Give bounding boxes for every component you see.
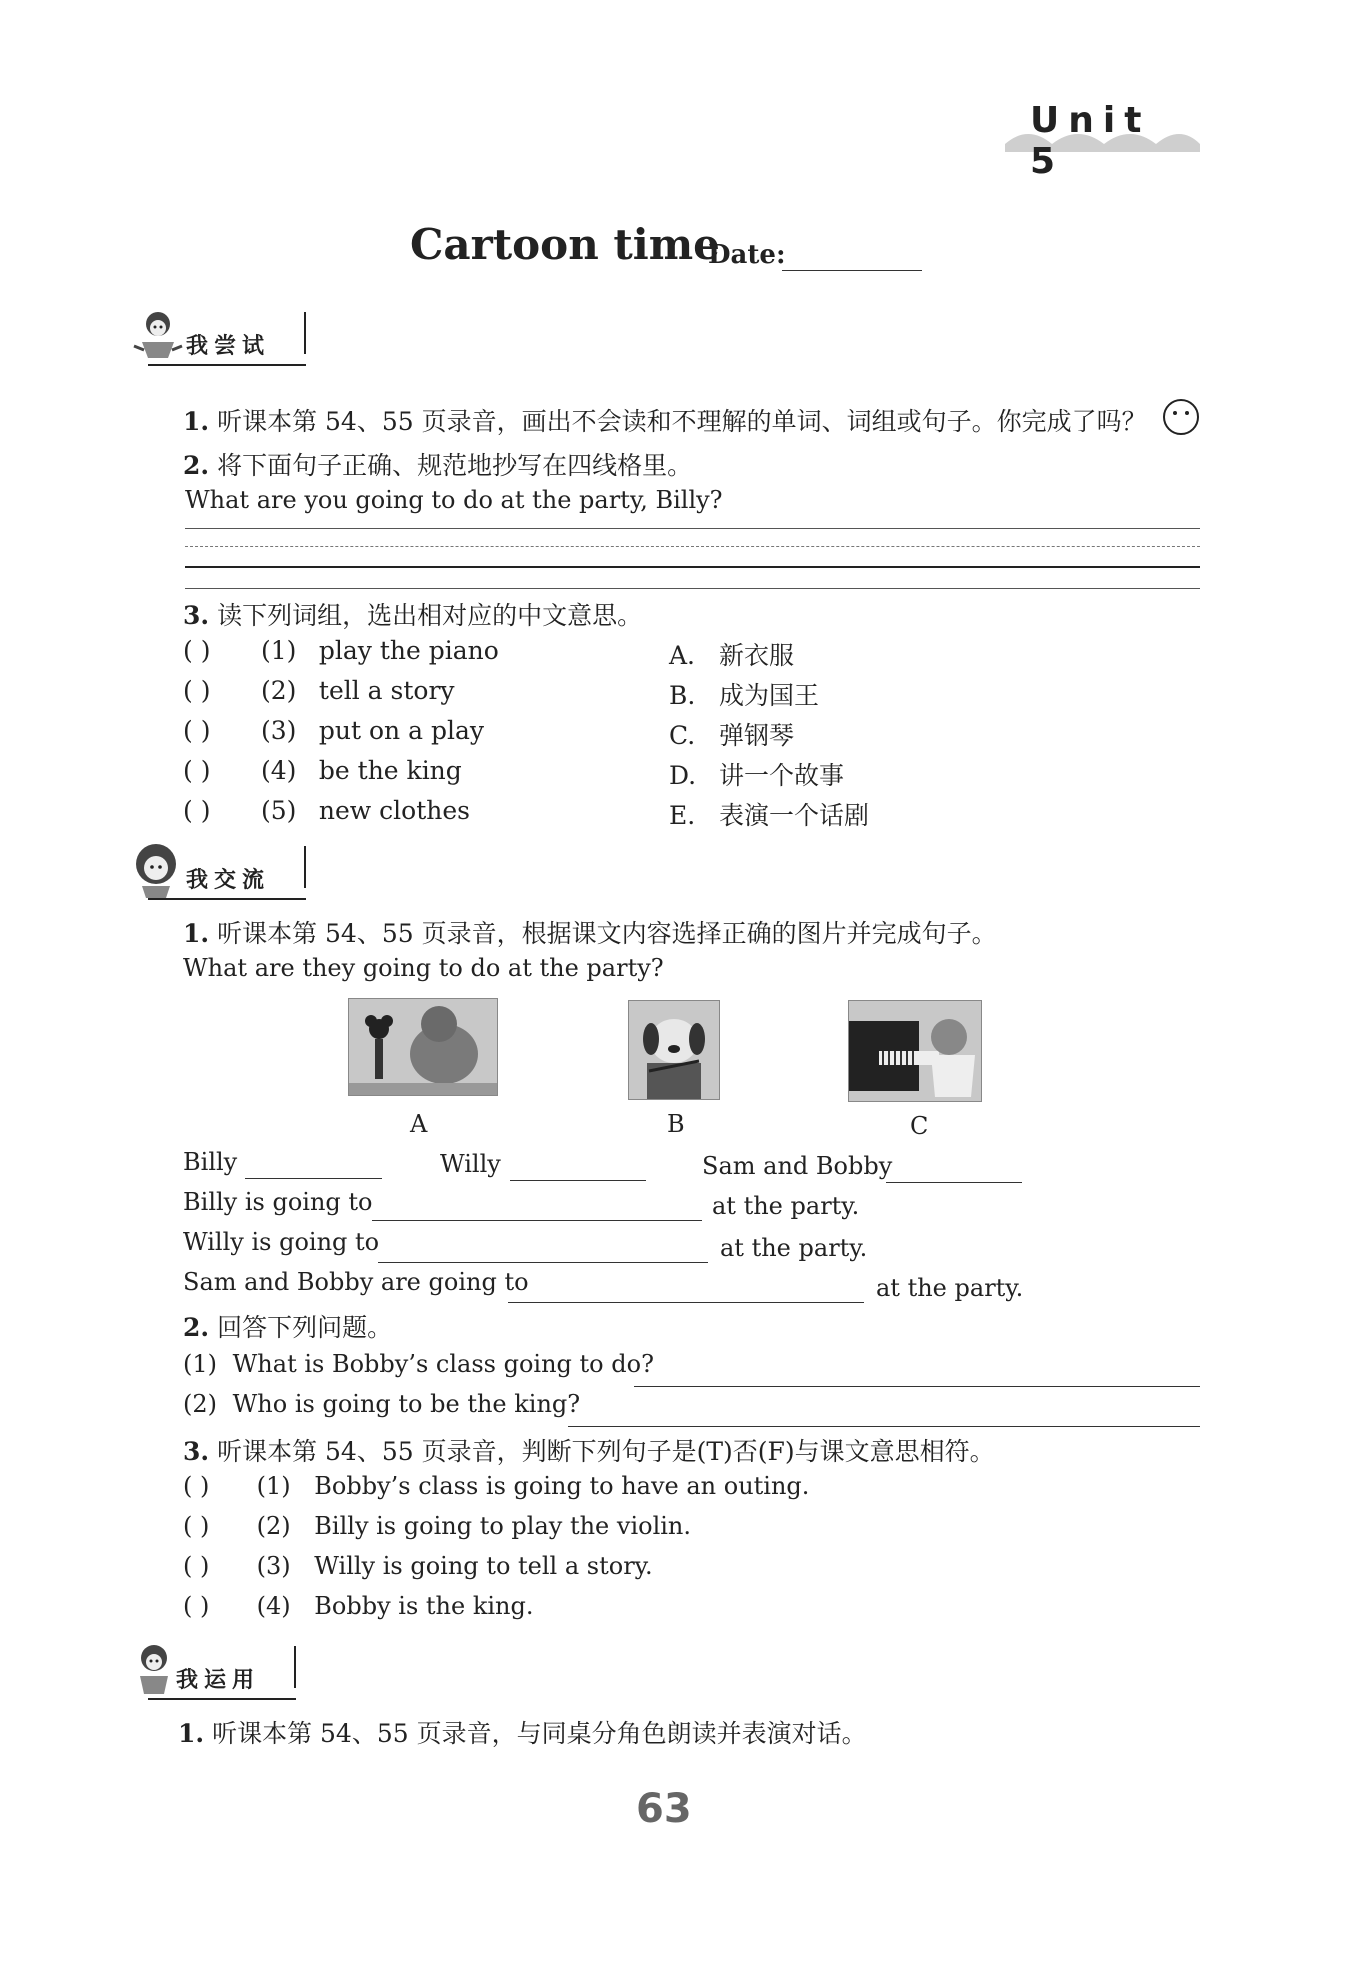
option-letter: B.: [669, 681, 696, 710]
try-q1: [183, 402, 1147, 438]
answer-line[interactable]: [634, 1386, 1200, 1387]
answer-bracket[interactable]: ( ): [183, 1512, 210, 1540]
option-letter: C.: [669, 721, 696, 750]
four-line-grid-line-1: [185, 528, 1200, 529]
question-text: 读下列词组，选出相对应的中文意思。: [217, 601, 643, 630]
model-sentence: What are you going to do at the party, Billy?: [185, 486, 723, 514]
item-statement: Billy is going to play the violin.: [314, 1512, 692, 1540]
item-question: Who is going to be the king?: [232, 1390, 581, 1418]
section-talk-header: [128, 840, 318, 900]
talk-q1-question: What are they going to do at the party?: [183, 954, 664, 982]
item-number: (1): [256, 1472, 291, 1500]
picture-answer-blank[interactable]: [510, 1180, 646, 1181]
cartoon-boy-icon: [128, 840, 186, 900]
picture-a-cat-dancing[interactable]: [348, 998, 498, 1096]
list-item: [183, 756, 462, 785]
list-option: [669, 716, 794, 752]
talk-q2-item-1: [183, 1350, 654, 1378]
name-sam-and-bobby: Sam and Bobby: [702, 1152, 893, 1180]
item-question: What is Bobby’s class going to do?: [232, 1350, 654, 1378]
talk-q1: [183, 914, 997, 950]
list-option: [669, 676, 819, 712]
section-underline: [148, 364, 306, 366]
question-number: 3.: [183, 601, 210, 630]
item-english: new clothes: [318, 796, 470, 825]
list-item: [183, 796, 470, 825]
talk-q2-item-2: [183, 1390, 580, 1418]
section-use-header: [128, 1640, 318, 1700]
item-number: (3): [260, 716, 297, 745]
picture-label-c: C: [910, 1112, 929, 1140]
cartoon-girl-icon: [128, 306, 186, 366]
judge-item: [183, 1592, 534, 1620]
sentence-end: at the party.: [720, 1234, 868, 1262]
option-chinese: 成为国王: [718, 681, 819, 710]
item-english: play the piano: [318, 636, 499, 665]
section-underline: [148, 1698, 296, 1700]
sentence-start: Billy is going to: [183, 1188, 373, 1216]
option-letter: D.: [669, 761, 697, 790]
date-blank[interactable]: [782, 270, 922, 271]
sentence-answer-blank[interactable]: [378, 1262, 708, 1263]
sentence-end: at the party.: [876, 1274, 1024, 1302]
picture-b-dog-violin[interactable]: [628, 1000, 720, 1100]
item-number: (4): [256, 1592, 291, 1620]
unit-banner: [1000, 100, 1205, 182]
date-label: Date:: [708, 240, 786, 270]
sentence-end: at the party.: [712, 1192, 860, 1220]
item-english: put on a play: [318, 716, 484, 745]
name-willy: Willy: [440, 1150, 501, 1178]
question-number: 1.: [178, 1719, 205, 1748]
question-number: 3.: [183, 1437, 210, 1466]
item-english: tell a story: [318, 676, 455, 705]
judge-item: [183, 1472, 809, 1500]
page-number: 63: [636, 1786, 692, 1832]
name-billy: Billy: [183, 1148, 238, 1176]
answer-line[interactable]: [568, 1426, 1200, 1427]
question-number: 2.: [183, 451, 210, 480]
list-item: [183, 716, 484, 745]
try-q3: [183, 596, 642, 632]
answer-bracket[interactable]: ( ): [183, 1552, 210, 1580]
list-item: [183, 676, 455, 705]
option-chinese: 讲一个故事: [718, 761, 844, 790]
question-text: 听课本第 54、55 页录音，判断下列句子是(T)否(F)与课文意思相符。: [217, 1437, 995, 1466]
question-number: 2.: [183, 1313, 210, 1342]
item-number: (5): [260, 796, 297, 825]
answer-bracket[interactable]: ( ): [183, 796, 211, 825]
answer-bracket[interactable]: ( ): [183, 1592, 210, 1620]
question-text: 回答下列问题。: [217, 1313, 393, 1342]
item-statement: Bobby’s class is going to have an outing.: [314, 1472, 810, 1500]
question-text: 听课本第 54、55 页录音，与同桌分角色朗读并表演对话。: [212, 1719, 867, 1748]
sentence-answer-blank[interactable]: [508, 1302, 864, 1303]
section-divider: [294, 1646, 296, 1688]
dog-illustration: [629, 1001, 719, 1099]
picture-c-bear-piano[interactable]: [848, 1000, 982, 1102]
talk-q3: [183, 1432, 995, 1468]
picture-answer-blank[interactable]: [886, 1182, 1022, 1183]
sentence-answer-blank[interactable]: [372, 1220, 702, 1221]
section-divider: [304, 846, 306, 888]
item-number: (2): [183, 1390, 217, 1418]
question-text: 将下面句子正确、规范地抄写在四线格里。: [217, 451, 693, 480]
question-text: 听课本第 54、55 页录音，画出不会读和不理解的单词、词组或句子。你完成了吗？: [217, 407, 1147, 436]
item-number: (1): [260, 636, 297, 665]
four-line-grid-line-4: [185, 588, 1200, 589]
option-letter: A.: [669, 641, 696, 670]
option-chinese: 弹钢琴: [718, 721, 794, 750]
option-letter: E.: [669, 801, 696, 830]
use-q1: [178, 1714, 867, 1750]
picture-label-a: A: [410, 1110, 428, 1138]
smiley-face-icon[interactable]: [1162, 398, 1200, 436]
list-option: [669, 636, 794, 672]
section-divider: [304, 312, 306, 354]
answer-bracket[interactable]: ( ): [183, 676, 211, 705]
answer-bracket[interactable]: ( ): [183, 1472, 210, 1500]
list-option: [669, 756, 844, 792]
item-number: (2): [260, 676, 297, 705]
list-option: [669, 796, 869, 832]
item-statement: Bobby is the king.: [314, 1592, 534, 1620]
judge-item: [183, 1512, 691, 1540]
section-talk-label: 我交流: [186, 868, 271, 893]
option-chinese: 表演一个话剧: [718, 801, 869, 830]
picture-answer-blank[interactable]: [245, 1178, 382, 1179]
item-number: (3): [256, 1552, 291, 1580]
section-use-label: 我运用: [176, 1668, 261, 1693]
answer-bracket[interactable]: ( ): [183, 716, 211, 745]
section-try-label: 我尝试: [186, 334, 271, 359]
cartoon-girl-icon: [128, 1640, 180, 1700]
item-number: (1): [183, 1350, 217, 1378]
sentence-start: Sam and Bobby are going to: [183, 1268, 529, 1296]
answer-bracket[interactable]: ( ): [183, 756, 211, 785]
sentence-start: Willy is going to: [183, 1228, 380, 1256]
cat-illustration: [349, 999, 497, 1095]
list-item: [183, 636, 499, 665]
judge-item: [183, 1552, 653, 1580]
option-chinese: 新衣服: [718, 641, 794, 670]
question-number: 1.: [183, 919, 210, 948]
section-try-header: [128, 306, 318, 366]
item-statement: Willy is going to tell a story.: [314, 1552, 653, 1580]
item-number: (2): [256, 1512, 291, 1540]
page-title: Cartoon time: [410, 220, 720, 269]
item-english: be the king: [318, 756, 462, 785]
bear-piano-illustration: [849, 1001, 981, 1101]
four-line-grid-line-2: [185, 546, 1200, 547]
section-underline: [148, 898, 306, 900]
talk-q2: [183, 1308, 392, 1344]
four-line-grid-line-3: [185, 566, 1200, 568]
picture-label-b: B: [667, 1110, 685, 1138]
question-number: 1.: [183, 407, 210, 436]
try-q2: [183, 446, 692, 482]
question-text: 听课本第 54、55 页录音，根据课文内容选择正确的图片并完成句子。: [217, 919, 997, 948]
answer-bracket[interactable]: ( ): [183, 636, 211, 665]
unit-title: Unit 5: [1030, 100, 1151, 182]
item-number: (4): [260, 756, 297, 785]
